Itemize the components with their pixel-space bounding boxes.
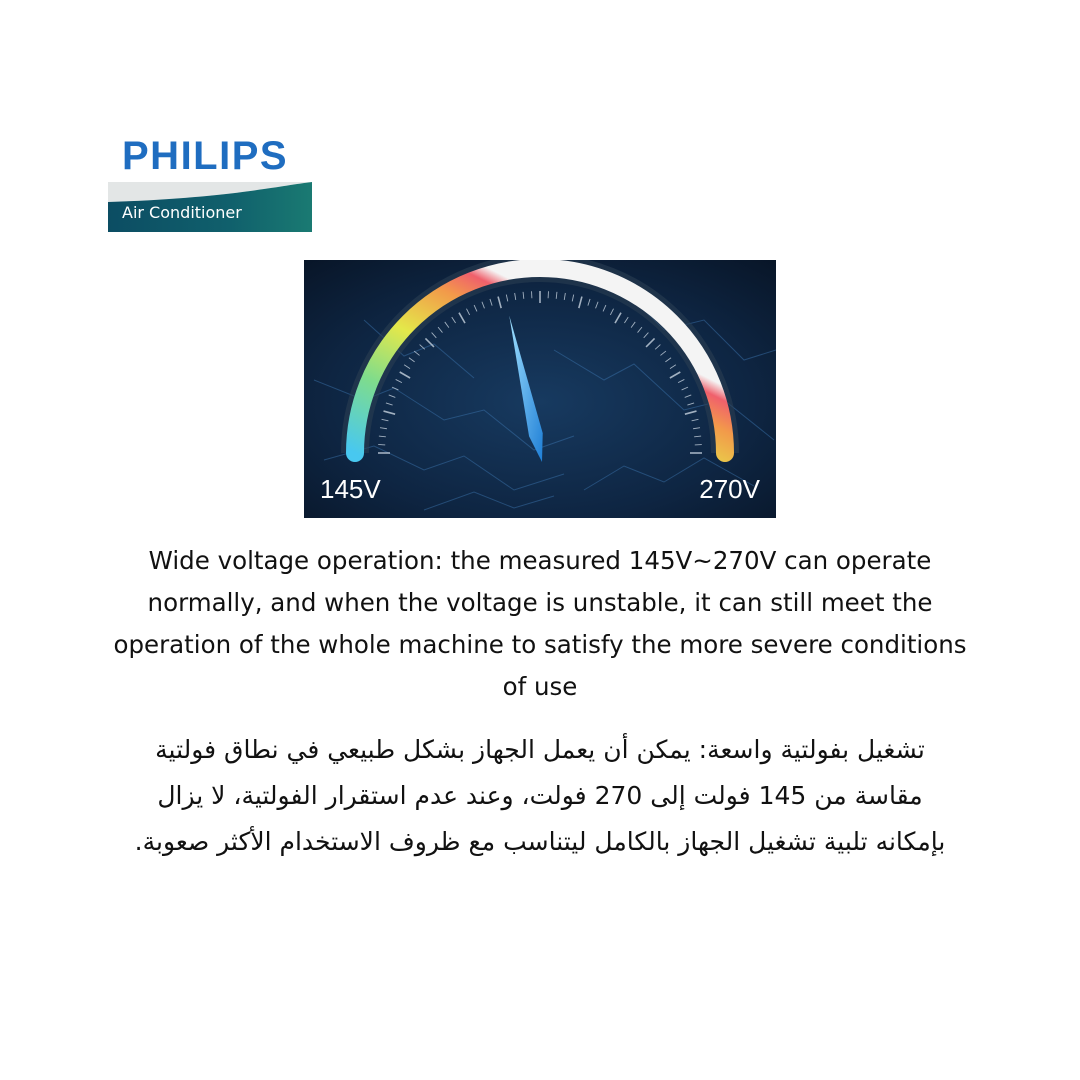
logo-subtitle: Air Conditioner	[122, 203, 242, 222]
logo-brand-text: PHILIPS	[122, 134, 289, 178]
description-english: Wide voltage operation: the measured 145V~270V can operate normally, and when the voltage is unstable, it can still meet the operation of the whole machine to satisfy the more severe conditions of use	[113, 546, 967, 701]
gauge-min-label: 145V	[320, 474, 381, 504]
gauge-max-label: 270V	[699, 474, 760, 504]
description-arabic: تشغيل بفولتية واسعة: يمكن أن يعمل الجهاز بشكل طبيعي في نطاق فولتية مقاسة من 145 فولت إلى 270 فولت، وعند عدم استقرار الفولتية، لا يزال بإمكانه تلبية تشغيل الجهاز بالكامل ليتناسب مع ظروف الاستخدام الأكثر صعوبة.	[134, 735, 946, 856]
voltage-gauge-image	[304, 260, 776, 518]
philips-logo	[108, 128, 312, 232]
